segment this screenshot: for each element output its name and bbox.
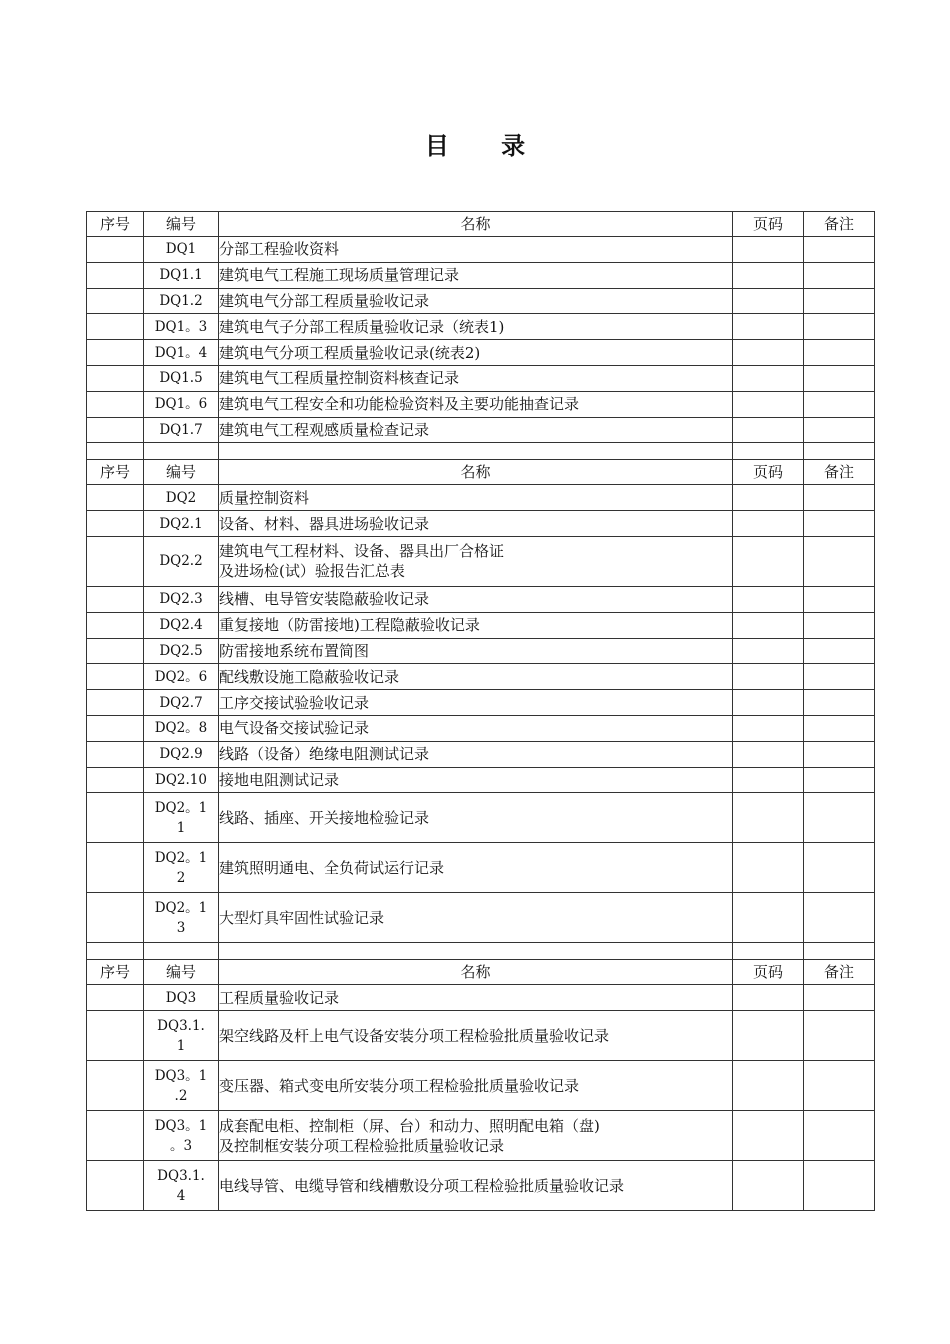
table-row [87, 536, 875, 586]
spacer-cell [804, 943, 875, 960]
page-cell [733, 612, 804, 638]
seq-cell [87, 340, 144, 366]
name-cell [219, 511, 733, 537]
name-cell [219, 843, 733, 893]
table-row [87, 1111, 875, 1161]
table-row [87, 340, 875, 366]
name-text: 工程质量验收记录 [219, 988, 340, 1007]
code-text: DQ2。8 [154, 720, 208, 737]
code-cell [144, 314, 219, 340]
code-text: DQ3.1. [157, 1167, 205, 1184]
header-remark: 备注 [804, 960, 875, 985]
page-cell [733, 340, 804, 366]
spacer-cell [87, 443, 144, 460]
code-text: DQ2。6 [154, 668, 208, 685]
header-remark: 备注 [804, 212, 875, 237]
name-text: 建筑照明通电、全负荷试运行记录 [219, 858, 445, 877]
name-text: 线路、插座、开关接地检验记录 [219, 808, 430, 827]
page-cell [733, 690, 804, 716]
name-cell [219, 767, 733, 793]
header-page: 页码 [733, 460, 804, 485]
page-cell [733, 237, 804, 263]
code-cell [144, 391, 219, 417]
seq-cell [87, 391, 144, 417]
header-code: 编号 [144, 460, 219, 485]
table-row [87, 767, 875, 793]
name-cell [219, 741, 733, 767]
name-text: 线槽、电导管安装隐蔽验收记录 [219, 590, 430, 609]
table-row [87, 288, 875, 314]
seq-cell [87, 638, 144, 664]
code-cell [144, 340, 219, 366]
name-cell [219, 638, 733, 664]
code-text: DQ1。6 [154, 396, 208, 413]
code-cell [144, 793, 219, 843]
page-cell [733, 793, 804, 843]
table-row [87, 586, 875, 612]
remark-cell [804, 511, 875, 537]
page-cell [733, 767, 804, 793]
page-cell [733, 586, 804, 612]
name-cell [219, 586, 733, 612]
page-cell [733, 365, 804, 391]
name-cell [219, 893, 733, 943]
name-cell [219, 1011, 733, 1061]
seq-cell [87, 1111, 144, 1161]
code-text: DQ1。4 [154, 344, 208, 361]
name-cell [219, 536, 733, 586]
name-text: 变压器、箱式变电所安装分项工程检验批质量验收记录 [219, 1076, 580, 1095]
header-remark: 备注 [804, 460, 875, 485]
header-code: 编号 [144, 960, 219, 985]
table-row [87, 262, 875, 288]
header-seq: 序号 [87, 460, 144, 485]
name-cell [219, 985, 733, 1011]
seq-cell [87, 586, 144, 612]
name-text: 建筑电气分项工程质量验收记录(统表2) [219, 343, 481, 362]
remark-cell [804, 985, 875, 1011]
remark-cell [804, 237, 875, 263]
table-row [87, 365, 875, 391]
code-text: DQ2.4 [159, 617, 203, 634]
code-cell [144, 664, 219, 690]
seq-cell [87, 690, 144, 716]
code-text: DQ1.5 [159, 370, 203, 387]
header-name: 名称 [219, 212, 733, 237]
name-cell [219, 664, 733, 690]
remark-cell [804, 664, 875, 690]
table-row [87, 843, 875, 893]
name-cell [219, 340, 733, 366]
table-row [87, 793, 875, 843]
spacer-row [87, 443, 875, 460]
table-row [87, 417, 875, 443]
table-row [87, 511, 875, 537]
header-page: 页码 [733, 960, 804, 985]
code-cell [144, 690, 219, 716]
code-text: DQ1.1 [159, 267, 203, 284]
name-cell [219, 690, 733, 716]
name-cell [219, 237, 733, 263]
code-text: DQ2。1 [154, 849, 208, 866]
header-row [87, 212, 875, 237]
seq-cell [87, 1011, 144, 1061]
code-cell [144, 1111, 219, 1161]
toc-table [86, 211, 875, 1211]
remark-cell [804, 638, 875, 664]
code-cell [144, 1161, 219, 1211]
spacer-cell [144, 443, 219, 460]
code-text: 。3 [169, 1137, 193, 1154]
code-cell [144, 985, 219, 1011]
name-text: 建筑电气工程材料、设备、器具出厂合格证 [219, 542, 505, 561]
remark-cell [804, 767, 875, 793]
seq-cell [87, 767, 144, 793]
name-cell [219, 288, 733, 314]
spacer-cell [219, 443, 733, 460]
code-text: DQ2.2 [159, 553, 203, 570]
code-text: 3 [176, 919, 186, 936]
header-row [87, 960, 875, 985]
header-seq: 序号 [87, 960, 144, 985]
name-cell [219, 485, 733, 511]
name-text: 建筑电气分部工程质量验收记录 [219, 291, 430, 310]
name-cell [219, 1061, 733, 1111]
name-cell [219, 417, 733, 443]
name-text: 建筑电气工程观感质量检查记录 [219, 420, 430, 439]
code-text: DQ2.3 [159, 591, 203, 608]
code-text: 2 [176, 869, 186, 886]
seq-cell [87, 417, 144, 443]
remark-cell [804, 1111, 875, 1161]
remark-cell [804, 314, 875, 340]
table-row [87, 314, 875, 340]
spacer-cell [144, 943, 219, 960]
name-text: 成套配电柜、控制柜（屏、台）和动力、照明配电箱（盘) [219, 1116, 600, 1135]
code-text: DQ1。3 [154, 318, 208, 335]
name-cell [219, 793, 733, 843]
page-cell [733, 638, 804, 664]
name-cell [219, 1111, 733, 1161]
seq-cell [87, 288, 144, 314]
page-cell [733, 391, 804, 417]
header-code: 编号 [144, 212, 219, 237]
name-text: 防雷接地系统布置简图 [219, 641, 370, 660]
code-cell [144, 511, 219, 537]
page-cell [733, 1061, 804, 1111]
code-text: DQ3.1. [157, 1017, 205, 1034]
name-text: 质量控制资料 [219, 488, 310, 507]
code-text: DQ2.5 [159, 642, 203, 659]
page-cell [733, 314, 804, 340]
name-cell [219, 612, 733, 638]
code-cell [144, 1011, 219, 1061]
name-cell [219, 1161, 733, 1211]
seq-cell [87, 612, 144, 638]
page-cell [733, 1111, 804, 1161]
name-cell [219, 262, 733, 288]
code-cell [144, 586, 219, 612]
header-seq: 序号 [87, 212, 144, 237]
code-text: DQ2.9 [159, 746, 203, 763]
code-cell [144, 1061, 219, 1111]
code-cell [144, 237, 219, 263]
code-cell [144, 485, 219, 511]
name-text: 架空线路及杆上电气设备安装分项工程检验批质量验收记录 [219, 1026, 610, 1045]
code-cell [144, 638, 219, 664]
name-cell [219, 391, 733, 417]
table-row [87, 638, 875, 664]
seq-cell [87, 536, 144, 586]
page-cell [733, 485, 804, 511]
name-text: 大型灯具牢固性试验记录 [219, 908, 385, 927]
remark-cell [804, 485, 875, 511]
seq-cell [87, 365, 144, 391]
name-text: 分部工程验收资料 [219, 240, 340, 259]
table-row [87, 1011, 875, 1061]
spacer-cell [219, 943, 733, 960]
remark-cell [804, 1161, 875, 1211]
spacer-cell [804, 443, 875, 460]
code-text: DQ2。1 [154, 799, 208, 816]
code-text: DQ1.7 [159, 421, 203, 438]
header-name: 名称 [219, 460, 733, 485]
spacer-cell [733, 943, 804, 960]
seq-cell [87, 664, 144, 690]
code-text: DQ2。1 [154, 899, 208, 916]
remark-cell [804, 417, 875, 443]
seq-cell [87, 893, 144, 943]
code-cell [144, 288, 219, 314]
spacer-row [87, 943, 875, 960]
seq-cell [87, 314, 144, 340]
header-page: 页码 [733, 212, 804, 237]
seq-cell [87, 741, 144, 767]
code-text: DQ1.2 [159, 292, 203, 309]
remark-cell [804, 1011, 875, 1061]
remark-cell [804, 612, 875, 638]
spacer-cell [87, 943, 144, 960]
name-cell [219, 314, 733, 340]
code-cell [144, 843, 219, 893]
page-cell [733, 1011, 804, 1061]
code-text: DQ2 [165, 489, 197, 506]
table-row [87, 1161, 875, 1211]
code-text: DQ2.1 [159, 515, 203, 532]
seq-cell [87, 715, 144, 741]
spacer-cell [733, 443, 804, 460]
remark-cell [804, 715, 875, 741]
table-row [87, 715, 875, 741]
remark-cell [804, 365, 875, 391]
table-row [87, 612, 875, 638]
table-row [87, 690, 875, 716]
table-row [87, 985, 875, 1011]
name-text: 线路（设备）绝缘电阻测试记录 [219, 745, 430, 764]
name-text: 配线敷设施工隐蔽验收记录 [219, 667, 400, 686]
table-row [87, 237, 875, 263]
table-row [87, 664, 875, 690]
table-row [87, 1061, 875, 1111]
page-cell [733, 262, 804, 288]
name-text: 建筑电气工程施工现场质量管理记录 [219, 266, 460, 285]
seq-cell [87, 843, 144, 893]
header-row [87, 460, 875, 485]
table-row [87, 741, 875, 767]
table-row [87, 485, 875, 511]
seq-cell [87, 485, 144, 511]
page-cell [733, 664, 804, 690]
page-cell [733, 985, 804, 1011]
code-cell [144, 741, 219, 767]
seq-cell [87, 511, 144, 537]
code-text: 4 [176, 1187, 186, 1204]
name-text: 建筑电气子分部工程质量验收记录（统表1) [219, 317, 505, 336]
remark-cell [804, 893, 875, 943]
name-text: 及进场检(试）验报告汇总表 [219, 562, 405, 581]
seq-cell [87, 985, 144, 1011]
remark-cell [804, 586, 875, 612]
code-text: DQ2.10 [155, 771, 207, 788]
name-text: 电气设备交接试验记录 [219, 719, 370, 738]
page-cell [733, 741, 804, 767]
page-cell [733, 1161, 804, 1211]
page-cell [733, 893, 804, 943]
page-cell [733, 417, 804, 443]
page-cell [733, 715, 804, 741]
code-text: DQ2.7 [159, 694, 203, 711]
code-text: .2 [174, 1087, 188, 1104]
code-cell [144, 767, 219, 793]
remark-cell [804, 690, 875, 716]
name-text: 工序交接试验验收记录 [219, 693, 370, 712]
remark-cell [804, 1061, 875, 1111]
name-text: 电线导管、电缆导管和线槽敷设分项工程检验批质量验收记录 [219, 1176, 625, 1195]
name-cell [219, 715, 733, 741]
seq-cell [87, 793, 144, 843]
code-text: DQ1 [165, 241, 197, 258]
page-cell [733, 843, 804, 893]
code-cell [144, 417, 219, 443]
remark-cell [804, 288, 875, 314]
remark-cell [804, 536, 875, 586]
page-cell [733, 288, 804, 314]
code-text: 1 [176, 819, 186, 836]
header-name: 名称 [219, 960, 733, 985]
remark-cell [804, 391, 875, 417]
remark-cell [804, 340, 875, 366]
code-cell [144, 893, 219, 943]
code-text: DQ3。1 [154, 1067, 208, 1084]
code-text: DQ3。1 [154, 1117, 208, 1134]
page-title: 目 录 [424, 131, 548, 160]
name-text: 重复接地（防雷接地)工程隐蔽验收记录 [219, 616, 480, 635]
toc-body [87, 212, 875, 1211]
table-row [87, 391, 875, 417]
remark-cell [804, 262, 875, 288]
code-cell [144, 715, 219, 741]
seq-cell [87, 1061, 144, 1111]
code-cell [144, 365, 219, 391]
table-row [87, 893, 875, 943]
seq-cell [87, 1161, 144, 1211]
name-cell [219, 365, 733, 391]
remark-cell [804, 793, 875, 843]
seq-cell [87, 262, 144, 288]
code-text: DQ3 [165, 989, 197, 1006]
page-cell [733, 511, 804, 537]
name-text: 及控制框安装分项工程检验批质量验收记录 [219, 1136, 505, 1155]
remark-cell [804, 741, 875, 767]
name-text: 建筑电气工程安全和功能检验资料及主要功能抽查记录 [219, 395, 580, 414]
code-cell [144, 612, 219, 638]
name-text: 设备、材料、器具进场验收记录 [219, 514, 430, 533]
seq-cell [87, 237, 144, 263]
name-text: 接地电阻测试记录 [219, 770, 340, 789]
page-cell [733, 536, 804, 586]
remark-cell [804, 843, 875, 893]
code-cell [144, 262, 219, 288]
code-text: 1 [176, 1037, 186, 1054]
code-cell [144, 536, 219, 586]
name-text: 建筑电气工程质量控制资料核查记录 [219, 369, 460, 388]
